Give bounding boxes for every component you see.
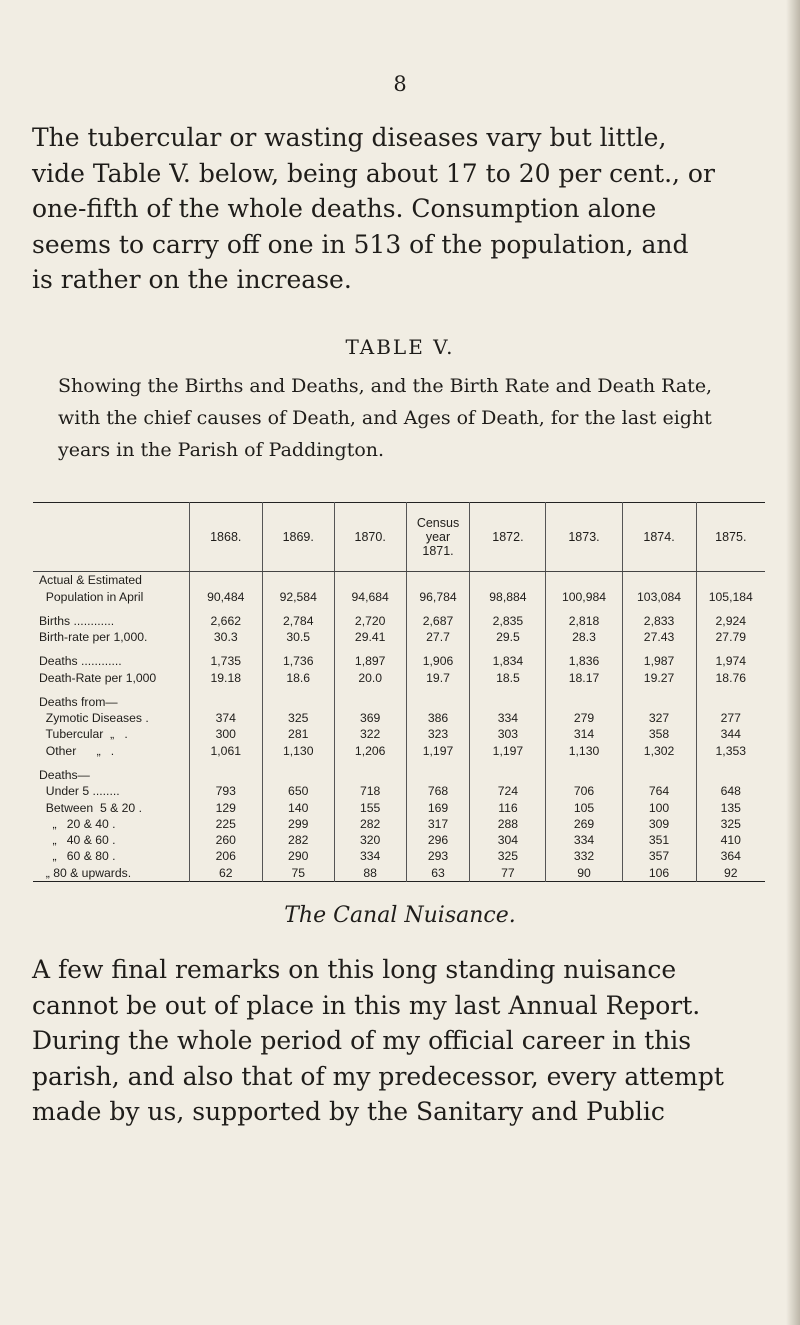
table-cell: 19.27 — [622, 669, 696, 685]
intro-line: vide Table V. below, being about 17 to 20 per cent., or — [32, 158, 715, 188]
table-cell: 358 — [622, 726, 696, 742]
closing-line: A few final remarks on this long standing nuisance — [32, 955, 677, 984]
table-cell: 28.3 — [546, 629, 622, 645]
table-cell: 724 — [470, 783, 546, 799]
table-cell: 105,184 — [696, 588, 765, 604]
row-label: Tubercular „ . — [39, 727, 128, 742]
table-cell: 18.6 — [262, 669, 334, 685]
spacer-cell — [406, 686, 470, 694]
table-cell: 30.5 — [262, 629, 334, 645]
table-cell — [470, 694, 546, 710]
spacer-cell — [189, 686, 262, 694]
table-cell: 364 — [696, 848, 765, 864]
table-cell — [696, 572, 765, 589]
table-cell: 129 — [189, 799, 262, 815]
table-cell: 1,987 — [622, 653, 696, 669]
table-cell: 94,684 — [334, 588, 406, 604]
table-cell: 317 — [406, 816, 470, 832]
table-cell: 88 — [334, 865, 406, 882]
intro-line: seems to carry off one in 513 of the population, and — [32, 229, 689, 259]
table-row — [33, 783, 765, 799]
table-row — [33, 799, 765, 815]
row-label: Death-Rate per 1,000 — [39, 670, 157, 685]
spacer-cell — [546, 645, 622, 653]
spacer-cell — [622, 645, 696, 653]
table-cell: 648 — [696, 783, 765, 799]
column-header: 1872. — [470, 503, 546, 572]
table-cell — [189, 767, 262, 783]
spacer-cell — [406, 759, 470, 767]
table-cell: 90,484 — [189, 588, 262, 604]
table-row — [33, 629, 765, 645]
statistics-table — [33, 502, 765, 882]
table-cell: 96,784 — [406, 588, 470, 604]
table-cell: 281 — [262, 726, 334, 742]
header-blank — [33, 503, 189, 572]
table-cell: 374 — [189, 710, 262, 726]
table-cell: 288 — [470, 816, 546, 832]
row-label: Deaths— — [39, 768, 90, 783]
table-cell — [546, 572, 622, 589]
spacer-cell — [406, 605, 470, 613]
spacer-cell — [189, 645, 262, 653]
intro-line: one-fifth of the whole deaths. Consumption alone — [32, 194, 657, 223]
spacer-cell — [696, 686, 765, 694]
spacer-cell — [262, 686, 334, 694]
table-cell — [696, 767, 765, 783]
row-label: „ 20 & 40 . — [39, 816, 116, 831]
table-cell — [406, 694, 470, 710]
table-row — [33, 848, 765, 864]
table-cell: 62 — [189, 865, 262, 882]
table-cell: 314 — [546, 726, 622, 742]
intro-paragraph — [32, 120, 772, 298]
spacer-cell — [696, 759, 765, 767]
table-row — [33, 653, 765, 669]
group-spacer — [33, 686, 765, 694]
page-edge-shadow — [786, 0, 800, 1325]
table-cell: 2,835 — [470, 613, 546, 629]
spacer-cell — [33, 686, 189, 694]
intro-line: is rather on the increase. — [32, 265, 352, 294]
table-cell: 169 — [406, 799, 470, 815]
table-cell: 63 — [406, 865, 470, 882]
table-cell — [622, 767, 696, 783]
table-cell: 277 — [696, 710, 765, 726]
table-row — [33, 726, 765, 742]
table-cell — [622, 572, 696, 589]
table-row — [33, 613, 765, 629]
table-cell: 260 — [189, 832, 262, 848]
table-cell — [189, 694, 262, 710]
table-cell: 296 — [406, 832, 470, 848]
table-cell: 706 — [546, 783, 622, 799]
table-cell: 1,834 — [470, 653, 546, 669]
table-cell: 90 — [546, 865, 622, 882]
table-row — [33, 710, 765, 726]
column-header: Census year 1871. — [406, 503, 470, 572]
table-cell — [546, 767, 622, 783]
spacer-cell — [334, 645, 406, 653]
table-cell: 718 — [334, 783, 406, 799]
closing-line: cannot be out of place in this my last Annual Report. — [32, 990, 701, 1020]
spacer-cell — [696, 605, 765, 613]
spacer-cell — [334, 686, 406, 694]
table-cell — [334, 572, 406, 589]
table-cell: 29.5 — [470, 629, 546, 645]
table-cell — [334, 694, 406, 710]
row-label: Under 5 ........ — [39, 784, 120, 799]
table-cell: 116 — [470, 799, 546, 815]
table-cell: 92,584 — [262, 588, 334, 604]
table-cell: 293 — [406, 848, 470, 864]
spacer-cell — [622, 759, 696, 767]
table-cell: 2,818 — [546, 613, 622, 629]
table-title: TABLE V. — [345, 335, 455, 359]
table-cell: 269 — [546, 816, 622, 832]
column-header: 1869. — [262, 503, 334, 572]
table-cell — [470, 767, 546, 783]
section-title: The Canal Nuisance. — [284, 903, 516, 928]
table-cell: 19.18 — [189, 669, 262, 685]
table-cell: 1,974 — [696, 653, 765, 669]
table-row — [33, 865, 765, 882]
table-cell: 334 — [334, 848, 406, 864]
intro-line: The tubercular or wasting diseases vary but little, — [32, 123, 667, 152]
closing-line: During the whole period of my official career in this — [32, 1026, 692, 1055]
table-cell: 386 — [406, 710, 470, 726]
table-cell: 206 — [189, 848, 262, 864]
table-cell: 140 — [262, 799, 334, 815]
row-label: Other „ . — [39, 743, 115, 758]
table-cell: 18.17 — [546, 669, 622, 685]
table-cell: 1,736 — [262, 653, 334, 669]
row-label: Actual & Estimated — [39, 573, 142, 588]
row-label: „ 40 & 60 . — [39, 833, 116, 848]
table-cell: 300 — [189, 726, 262, 742]
table-cell: 135 — [696, 799, 765, 815]
table-cell: 18.76 — [696, 669, 765, 685]
table-cell: 20.0 — [334, 669, 406, 685]
table-cell: 1,061 — [189, 743, 262, 759]
table-cell — [470, 572, 546, 589]
table-cell: 325 — [262, 710, 334, 726]
table-row — [33, 694, 765, 710]
table-cell: 410 — [696, 832, 765, 848]
table-cell: 98,884 — [470, 588, 546, 604]
table-cell — [696, 694, 765, 710]
table-cell — [406, 572, 470, 589]
spacer-cell — [470, 686, 546, 694]
table-cell: 155 — [334, 799, 406, 815]
table-cell: 768 — [406, 783, 470, 799]
spacer-cell — [546, 686, 622, 694]
spacer-cell — [546, 605, 622, 613]
table-cell: 2,720 — [334, 613, 406, 629]
spacer-cell — [622, 605, 696, 613]
table-cell: 105 — [546, 799, 622, 815]
table-cell: 1,130 — [546, 743, 622, 759]
spacer-cell — [470, 605, 546, 613]
table-cell: 327 — [622, 710, 696, 726]
closing-paragraph — [32, 952, 772, 1130]
spacer-cell — [33, 645, 189, 653]
table-cell: 92 — [696, 865, 765, 882]
table-cell: 77 — [470, 865, 546, 882]
group-spacer — [33, 759, 765, 767]
table-cell: 320 — [334, 832, 406, 848]
column-header: 1868. — [189, 503, 262, 572]
page-number: 8 — [393, 72, 407, 96]
table-cell: 357 — [622, 848, 696, 864]
table-cell: 303 — [470, 726, 546, 742]
table-row — [33, 767, 765, 783]
table-cell: 650 — [262, 783, 334, 799]
row-label: Birth-rate per 1,000. — [39, 630, 148, 645]
table-row — [33, 572, 765, 589]
column-header: 1874. — [622, 503, 696, 572]
table-cell — [262, 694, 334, 710]
column-header: 1870. — [334, 503, 406, 572]
row-label: Between 5 & 20 . — [39, 800, 142, 815]
table-cell: 2,687 — [406, 613, 470, 629]
group-spacer — [33, 605, 765, 613]
spacer-cell — [262, 645, 334, 653]
spacer-cell — [33, 605, 189, 613]
table-cell: 344 — [696, 726, 765, 742]
column-header: 1873. — [546, 503, 622, 572]
table-cell: 1,197 — [470, 743, 546, 759]
table-cell: 1,302 — [622, 743, 696, 759]
table-cell: 2,784 — [262, 613, 334, 629]
table-cell: 369 — [334, 710, 406, 726]
column-header: 1875. — [696, 503, 765, 572]
spacer-cell — [189, 759, 262, 767]
table-cell: 100 — [622, 799, 696, 815]
table-body — [33, 572, 765, 882]
spacer-cell — [189, 605, 262, 613]
spacer-cell — [406, 645, 470, 653]
row-label: „ 80 & upwards. — [39, 865, 132, 880]
row-label: Population in April — [39, 589, 144, 604]
table-cell: 30.3 — [189, 629, 262, 645]
table-cell: 764 — [622, 783, 696, 799]
table-cell: 27.79 — [696, 629, 765, 645]
table-cell: 332 — [546, 848, 622, 864]
spacer-cell — [334, 605, 406, 613]
table-cell: 279 — [546, 710, 622, 726]
table-cell — [546, 694, 622, 710]
row-label: „ 60 & 80 . — [39, 849, 116, 864]
spacer-cell — [334, 759, 406, 767]
row-label: Zymotic Diseases . — [39, 711, 149, 726]
table-cell: 1,130 — [262, 743, 334, 759]
table-row — [33, 743, 765, 759]
table-row — [33, 816, 765, 832]
table-row — [33, 669, 765, 685]
table-cell: 1,897 — [334, 653, 406, 669]
table-cell: 325 — [696, 816, 765, 832]
table-cell — [262, 572, 334, 589]
table-cell — [334, 767, 406, 783]
table-cell: 19.7 — [406, 669, 470, 685]
table-cell: 27.7 — [406, 629, 470, 645]
row-label: Deaths from— — [39, 694, 118, 709]
table-cell: 1,206 — [334, 743, 406, 759]
spacer-cell — [262, 605, 334, 613]
table-cell: 1,353 — [696, 743, 765, 759]
table-row — [33, 588, 765, 604]
table-cell: 299 — [262, 816, 334, 832]
spacer-cell — [33, 759, 189, 767]
table-cell — [622, 694, 696, 710]
table-cell: 1,906 — [406, 653, 470, 669]
table-cell: 1,836 — [546, 653, 622, 669]
table-cell: 1,735 — [189, 653, 262, 669]
spacer-cell — [262, 759, 334, 767]
table-cell: 334 — [470, 710, 546, 726]
table-cell: 225 — [189, 816, 262, 832]
table-cell: 103,084 — [622, 588, 696, 604]
table-row — [33, 832, 765, 848]
table-cell: 323 — [406, 726, 470, 742]
table-cell: 106 — [622, 865, 696, 882]
table-cell: 100,984 — [546, 588, 622, 604]
table-cell: 282 — [334, 816, 406, 832]
table-cell: 351 — [622, 832, 696, 848]
table-cell: 290 — [262, 848, 334, 864]
table-cell: 1,197 — [406, 743, 470, 759]
table-cell: 282 — [262, 832, 334, 848]
table-cell: 2,833 — [622, 613, 696, 629]
table-cell: 29.41 — [334, 629, 406, 645]
table-cell: 2,924 — [696, 613, 765, 629]
spacer-cell — [622, 686, 696, 694]
table-cell: 18.5 — [470, 669, 546, 685]
table-cell: 793 — [189, 783, 262, 799]
table-cell: 309 — [622, 816, 696, 832]
spacer-cell — [546, 759, 622, 767]
table-cell — [262, 767, 334, 783]
table-header-row — [33, 503, 765, 572]
table-cell — [189, 572, 262, 589]
table-cell: 325 — [470, 848, 546, 864]
table-cell: 75 — [262, 865, 334, 882]
table-cell: 304 — [470, 832, 546, 848]
row-label: Births ............ — [39, 613, 115, 628]
spacer-cell — [470, 645, 546, 653]
table-cell: 334 — [546, 832, 622, 848]
group-spacer — [33, 645, 765, 653]
table-cell: 27.43 — [622, 629, 696, 645]
closing-line: made by us, supported by the Sanitary and Public — [32, 1097, 665, 1126]
spacer-cell — [696, 645, 765, 653]
row-label: Deaths ............ — [39, 654, 122, 669]
closing-line: parish, and also that of my predecessor, every attempt — [32, 1061, 724, 1091]
table-caption: Showing the Births and Deaths, and the Birth Rate and Death Rate, with the chief causes of Death, and Ages of Death, for the last eight years in the Parish of Paddington. — [58, 375, 713, 461]
table-cell: 322 — [334, 726, 406, 742]
table-cell: 2,662 — [189, 613, 262, 629]
table-cell — [406, 767, 470, 783]
spacer-cell — [470, 759, 546, 767]
